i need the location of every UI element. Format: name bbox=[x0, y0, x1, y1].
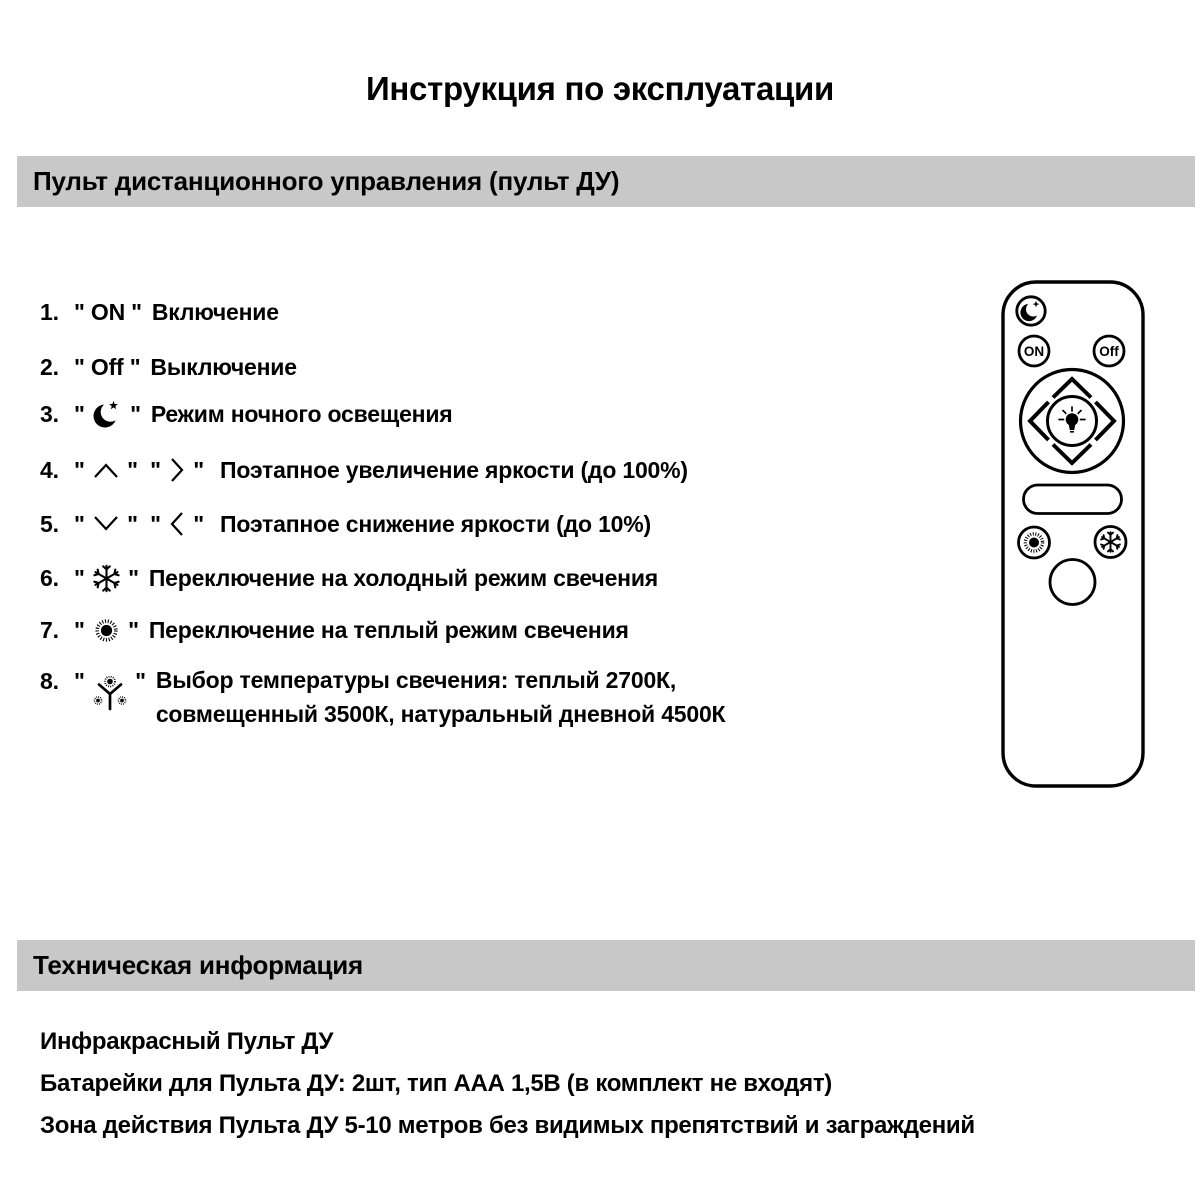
chevron-down-icon bbox=[91, 512, 121, 536]
remote-control-diagram bbox=[1001, 280, 1145, 788]
quote: " bbox=[74, 400, 91, 427]
item-number: 2. bbox=[40, 353, 59, 380]
item-label-line2: совмещенный 3500К, натуральный дневной 4500К bbox=[155, 701, 726, 727]
quote: " bbox=[121, 616, 139, 643]
quote: " bbox=[74, 668, 91, 694]
item-label: Включение bbox=[151, 298, 279, 325]
list-item-off bbox=[40, 349, 297, 385]
item-number: 3. bbox=[40, 400, 59, 427]
list-item-brightness-down bbox=[40, 506, 651, 542]
item-number: 5. bbox=[40, 510, 59, 537]
list-item-warm-mode bbox=[40, 612, 629, 648]
chevron-right-icon bbox=[167, 454, 187, 486]
tech-info-line: Батарейки для Пульта ДУ: 2шт, тип ААА 1,5В (в комплект не входят) bbox=[40, 1070, 832, 1097]
color-temperature-icon bbox=[91, 676, 129, 714]
quote: " bbox=[123, 400, 141, 427]
quote: " " bbox=[120, 510, 168, 537]
item-number: 7. bbox=[40, 616, 59, 643]
item-number: 4. bbox=[40, 456, 59, 483]
quote: " " bbox=[120, 456, 168, 483]
item-label: Поэтапное снижение яркости (до 10%) bbox=[219, 510, 651, 537]
section-header-remote bbox=[17, 156, 1195, 207]
list-item-night-mode bbox=[40, 396, 453, 432]
quote: " bbox=[74, 510, 91, 537]
button-code: " Off " bbox=[74, 353, 141, 380]
list-item-brightness-up bbox=[40, 452, 688, 488]
quote: " bbox=[187, 510, 204, 537]
page-title: Инструкция по эксплуатации bbox=[366, 70, 834, 107]
list-item-cold-mode bbox=[40, 560, 658, 596]
section-header-tech bbox=[17, 940, 1195, 991]
section-header-tech-label: Техническая информация bbox=[33, 950, 363, 980]
snowflake-icon bbox=[91, 563, 122, 594]
section-header-remote-label: Пульт дистанционного управления (пульт ДУ) bbox=[33, 166, 620, 196]
item-label: Поэтапное увеличение яркости (до 100%) bbox=[219, 456, 688, 483]
button-code: " ON " bbox=[74, 298, 142, 325]
quote: " bbox=[128, 668, 146, 694]
item-number: 8. bbox=[40, 668, 59, 694]
tech-info-line: Инфракрасный Пульт ДУ bbox=[40, 1028, 334, 1055]
list-item-color-temperature bbox=[40, 663, 725, 731]
tech-info-line: Зона действия Пульта ДУ 5-10 метров без видимых препятствий и заграждений bbox=[40, 1112, 975, 1139]
item-label: Переключение на холодный режим свечения bbox=[148, 564, 659, 591]
moon-icon bbox=[91, 398, 124, 431]
chevron-left-icon bbox=[167, 508, 187, 540]
item-label-line1: Выбор температуры свечения: теплый 2700К, bbox=[155, 667, 677, 693]
item-label bbox=[156, 663, 726, 731]
quote: " bbox=[74, 616, 91, 643]
quote: " bbox=[121, 564, 139, 591]
item-number: 1. bbox=[40, 298, 59, 325]
chevron-up-icon bbox=[91, 458, 121, 482]
on-button-label: ON bbox=[1023, 344, 1045, 359]
quote: " bbox=[74, 456, 91, 483]
item-label: Режим ночного освещения bbox=[150, 400, 453, 427]
item-number: 6. bbox=[40, 564, 59, 591]
sun-icon bbox=[91, 615, 122, 646]
list-item-on bbox=[40, 294, 279, 330]
item-label: Переключение на теплый режим свечения bbox=[148, 616, 629, 643]
quote: " bbox=[74, 564, 91, 591]
quote: " bbox=[187, 456, 204, 483]
item-label: Выключение bbox=[150, 353, 297, 380]
off-button-label: Off bbox=[1099, 344, 1119, 359]
